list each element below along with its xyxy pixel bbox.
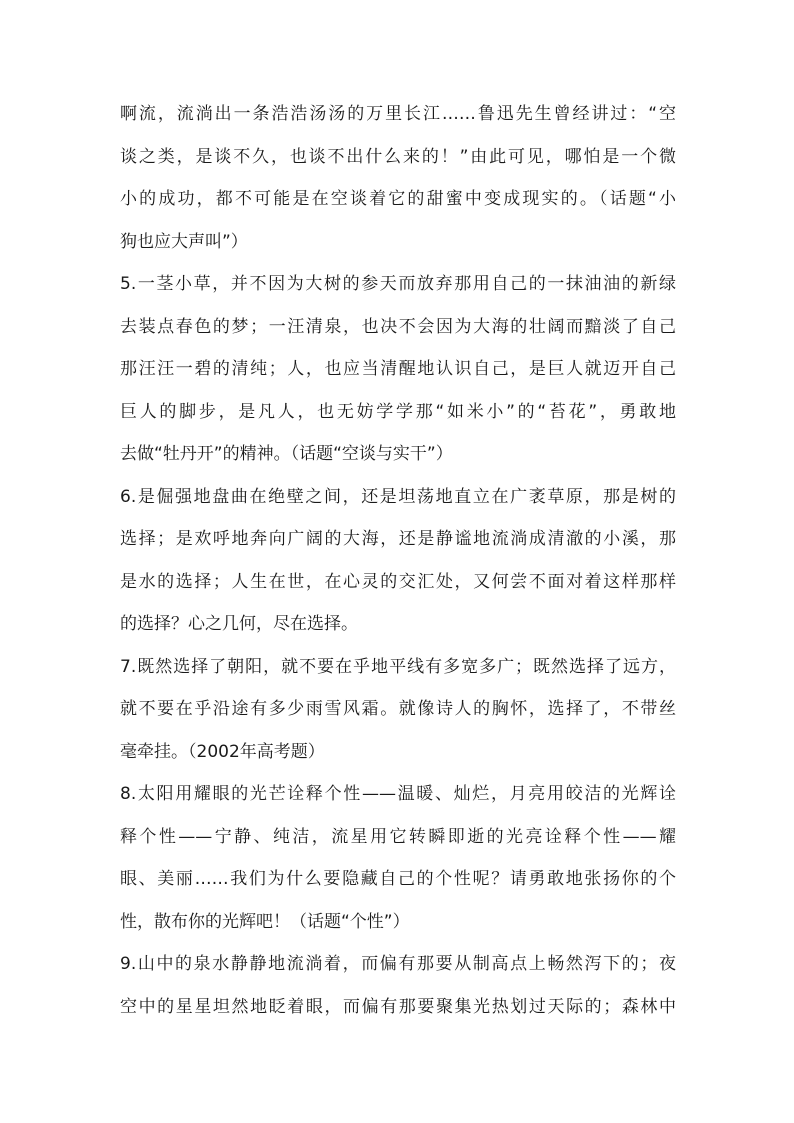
paragraph-9 [120,947,794,1024]
paragraph-7 [120,650,794,770]
text-line: 9.山中的泉水静静地流淌着，而偏有那要从制高点上畅然泻下的；夜 [120,954,676,974]
text-line: 7.既然选择了朝阳，就不要在乎地平线有多宽多广；既然选择了远方， [120,656,676,677]
text-line: 毫牵挂。（2002年高考题） [120,741,325,762]
text-line: 是水的选择；人生在世，在心灵的交汇处，又何尝不面对着这样那样 [120,571,676,592]
text-line: 巨人的脚步，是凡人，也无妨学学那“如米小”的“苔花”，勇敢地 [120,401,676,422]
text-line: 去装点春色的梦；一汪清泉，也决不会因为大海的壮阔而黯淡了自己 [120,316,676,337]
text-line: 眼、美丽……我们为什么要隐藏自己的个性呢？请勇敢地张扬你的个 [120,869,676,889]
text-line: 性，散布你的光辉吧！（话题“个性”） [120,911,410,932]
paragraph-6 [120,480,794,642]
text-line: 选择；是欢呼地奔向广阔的大海，还是静谧地流淌成清澈的小溪，那 [120,529,676,549]
text-line: 那汪汪一碧的清纯；人，也应当清醒地认识自己，是巨人就迈开自己 [120,359,676,379]
text-line: 5.一茎小草，并不因为大树的参天而放弃那用自己的一抹油油的新绿 [120,274,676,294]
text-line: 6.是倔强地盘曲在绝壁之间，还是坦荡地直立在广袤草原，那是树的 [120,486,676,507]
text-line: 啊流，流淌出一条浩浩汤汤的万里长江……鲁迅先生曾经讲过：“空 [120,104,676,124]
text-line: 8.太阳用耀眼的光芒诠释个性——温暖、灿烂，月亮用皎洁的光辉诠 [120,784,676,804]
text-line: 就不要在乎沿途有多少雨雪风霜。就像诗人的胸怀，选择了，不带丝 [120,699,676,719]
text-line: 去做“牡丹开”的精神。（话题“空谈与实干”） [120,444,453,464]
text-line: 谈之类，是谈不久，也谈不出什么来的！”由此可见，哪怕是一个微 [120,146,676,167]
text-line: 释个性——宁静、纯洁，流星用它转瞬即逝的光亮诠释个性——耀 [120,826,676,847]
text-line: 空中的星星坦然地眨着眼，而偏有那要聚集光热划过天际的；森林中 [120,996,676,1017]
paragraph-continuation [120,97,794,259]
text-line: 的选择？心之几何，尽在选择。 [120,614,358,634]
text-line: 小的成功，都不可能是在空谈着它的甜蜜中变成现实的。（话题“小 [120,189,676,209]
text-line: 狗也应大声叫”） [120,231,248,252]
paragraph-8 [120,777,794,939]
paragraph-5 [120,267,794,472]
